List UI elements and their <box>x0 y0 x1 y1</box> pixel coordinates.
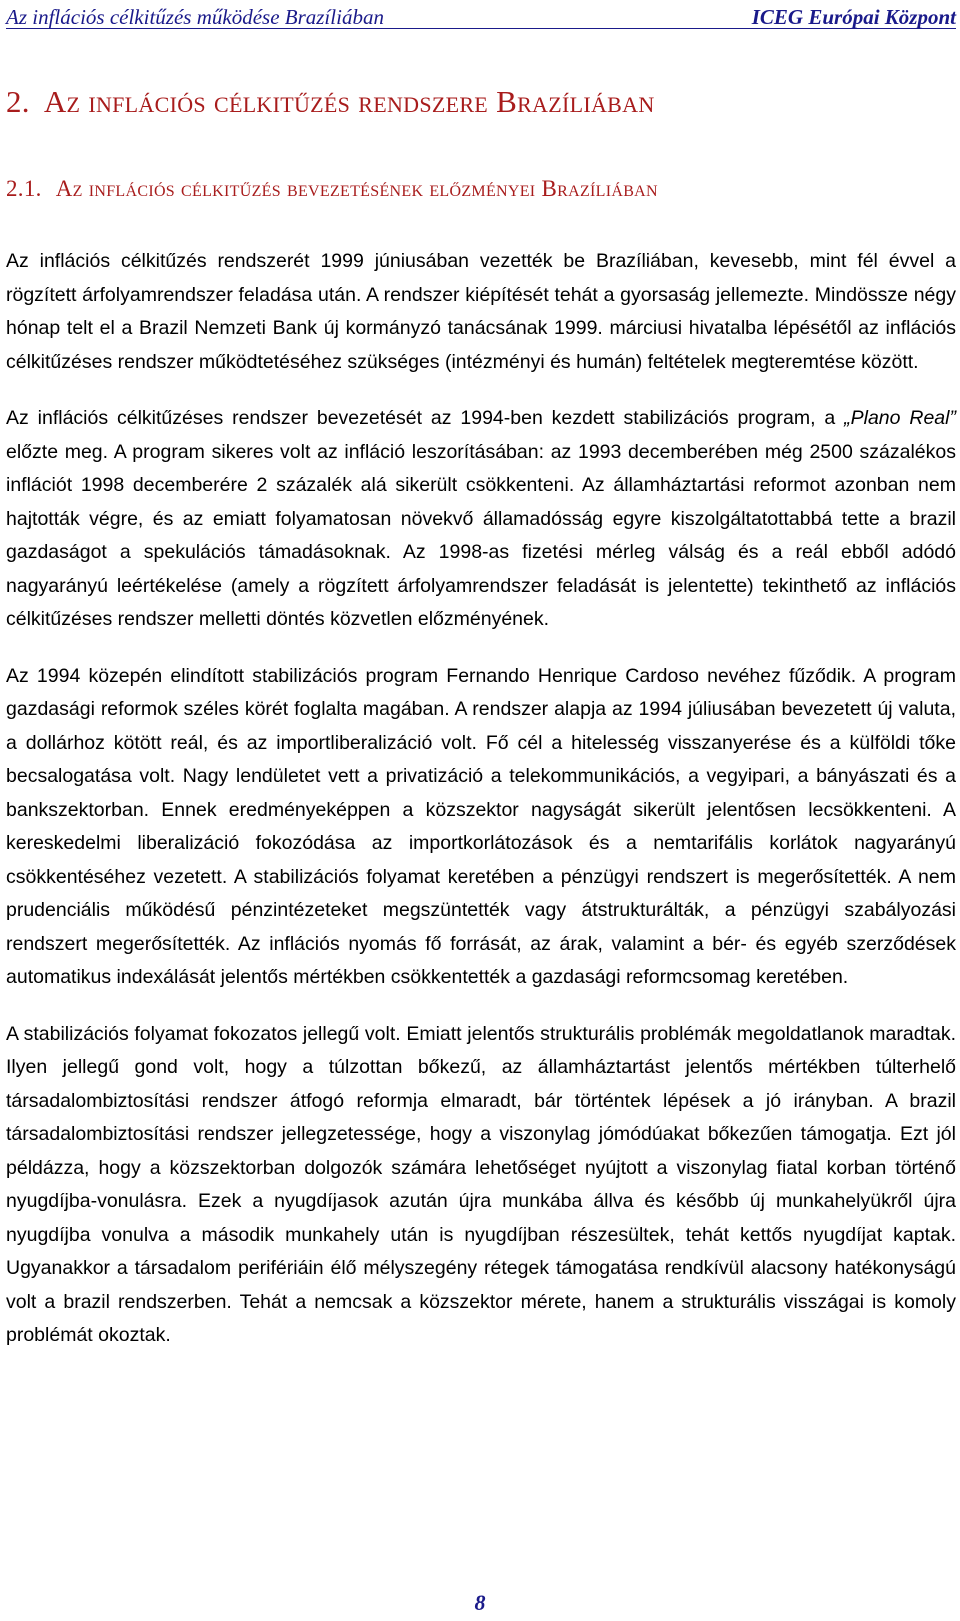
chapter-title: Az inflációs célkitűzés rendszere Brazíliában <box>43 84 655 119</box>
paragraph-2-rest: előzte meg. A program sikeres volt az infláció leszorításában: az 1993 decemberében még 2500 százalékos inflációt 1998 decemberére 2 százalék alá sikerült csökkenteni. Az államháztartási reformot azonban nem hajtották végre, és az emiatt folyamatosan növekvő államadósság egyre kiszolgáltatottabbá tette a brazil gazdaságot a spekulációs támadásoknak. Az 1998-as fizetési mérleg válság és a reál ebből adódó nagyarányú leértékelése (amely a rögzített árfolyamrendszer feladását is jelentette) tekinthető az inflációs célkitűzéses rendszer melletti döntés közvetlen előzményének. <box>6 440 956 630</box>
page-number: 8 <box>474 1590 486 1615</box>
chapter-heading <box>6 84 655 120</box>
section-number: 2.1. <box>6 176 42 201</box>
plano-real-term: „Plano Real” <box>844 407 956 429</box>
chapter-number: 2. <box>6 84 30 119</box>
header-organization: ICEG Európai Központ <box>751 5 956 29</box>
header-document-title: Az inflációs célkitűzés működése Brazíliában <box>6 5 384 29</box>
paragraph-4: A stabilizációs folyamat fokozatos jellegű volt. Emiatt jelentős strukturális problémák megoldatlanok maradtak. Ilyen jellegű gond volt, hogy a túlzottan bőkezű, az államháztartást jelentős mértékben túlterhelő társadalombiztosítási rendszer átfogó reformja elmaradt, bár történtek lépések a jó irányban. A brazil társadalombiztosítási rendszer jellegzetessége, hogy a viszonylag jómódúakat bőkezűen támogatja. Ezt jól példázza, hogy a közszektorban dolgozók számára lehetőséget nyújtott a viszonylag fiatal korban történő nyugdíjba-vonulásra. Ezek a nyugdíjasok azután újra munkába állva és később új munkahelyükről újra nyugdíjba vonulva a második munkahely után is nyugdíjban részesültek, tehát kettős nyugdíjat kaptak. Ugyanakkor a társadalom perifériáin élő mélyszegény rétegek támogatása rendkívül alacsony hatékonyságú volt a brazil rendszerben. Tehát a nemcsak a közszektor mérete, hanem a strukturális visszágai is komoly problémát okoztak. <box>6 1022 956 1346</box>
paragraph-1: Az inflációs célkitűzés rendszerét 1999 júniusában vezették be Brazíliában, kevesebb, mint fél évvel a rögzített árfolyamrendszer feladása után. A rendszer kiépítését tehát a gyorsaság jellemezte. Mindössze négy hónap telt el a Brazil Nemzeti Bank új kormányzó tanácsának 1999. márciusi hivatalba lépésétől az inflációs célkitűzéses rendszer működtetéséhez szükséges (intézményi és humán) feltételek megteremtése között. <box>6 250 956 373</box>
paragraph-2-start: Az inflációs célkitűzéses rendszer bevezetését az 1994-ben kezdett stabilizációs program, a <box>6 407 845 429</box>
body-text <box>6 245 956 1353</box>
section-title: Az inflációs célkitűzés bevezetésének előzményei Brazíliában <box>55 176 658 201</box>
paragraph-3: Az 1994 közepén elindított stabilizációs program Fernando Henrique Cardoso nevéhez fűződik. A program gazdasági reformok széles körét foglalta magában. A rendszer alapja az 1994 júliusában bevezetett új valuta, a dollárhoz kötött reál, és az importliberalizáció volt. Fő cél a hitelesség visszanyerése és a külföldi tőke becsalogatása volt. Nagy lendületet vett a privatizáció a telekommunikációs, a vegyipari, a bányászati és a bankszektorban. Ennek eredményeképpen a közszektor nagyságát sikerült jelentősen lecsökkenteni. A kereskedelmi liberalizáció fokozódása az importkorlátozások és a nemtarifális korlátok nagyarányú csökkentéséhez vezetett. A stabilizációs folyamat keretében a pénzügyi rendszert is megerősítették. A nem prudenciális működésű pénzintézeteket megszüntették vagy átstrukturálták, a pénzügyi szabályozási rendszert megerősítették. Az inflációs nyomás fő forrását, az árak, valamint a bér- és egyéb szerződések automatikus indexálását jelentős mértékben csökkentették a gazdasági reformcsomag keretében. <box>6 664 956 988</box>
section-heading <box>6 176 658 202</box>
paragraph-2 <box>6 402 956 637</box>
running-header <box>6 4 956 29</box>
